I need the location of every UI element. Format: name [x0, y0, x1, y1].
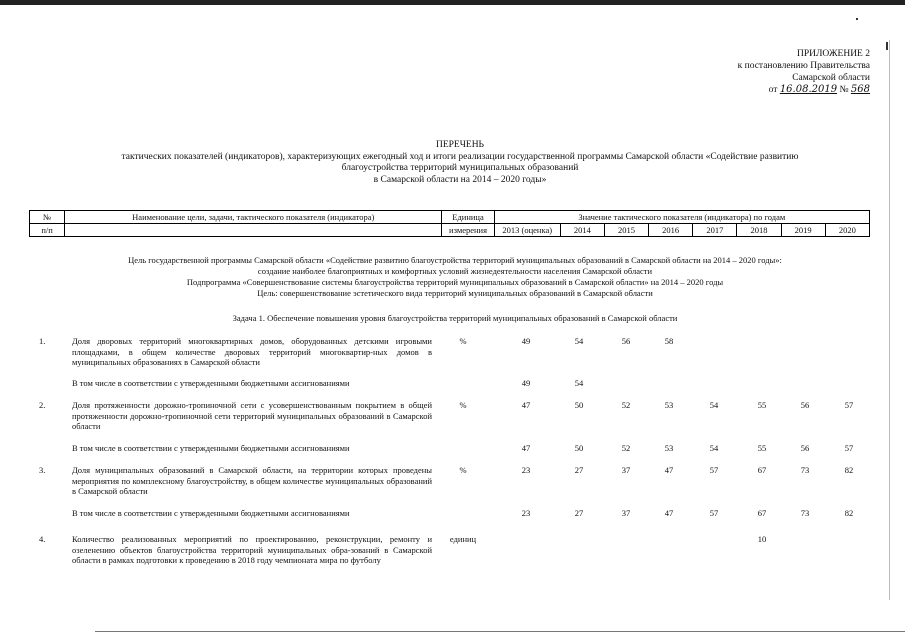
indicator-value: 73 [800, 465, 810, 475]
indicator-value: 49 [521, 336, 531, 346]
indicator-value: 49 [521, 378, 531, 388]
indicator-unit: единиц [449, 534, 477, 544]
header-num: № [30, 211, 65, 224]
header-unit-2: измерения [442, 224, 494, 237]
row-number: 2. [39, 400, 46, 410]
header-year: 2013 (оценка) [494, 224, 560, 237]
goals-block [40, 255, 870, 299]
indicator-value: 57 [709, 508, 719, 518]
indicator-value: 82 [844, 508, 854, 518]
indicator-value: 50 [574, 443, 584, 453]
indicator-value: 37 [621, 508, 631, 518]
header-num-2: п/п [30, 224, 65, 237]
header-year: 2014 [560, 224, 604, 237]
indicator-value: 56 [800, 443, 810, 453]
indicator-value: 47 [521, 443, 531, 453]
appendix-region: Самарской области [792, 73, 870, 83]
indicator-value: 27 [574, 508, 584, 518]
indicator-value: 52 [621, 400, 631, 410]
header-values-title: Значение тактического показателя (индикатора) по годам [494, 211, 869, 224]
title-heading: ПЕРЕЧЕНЬ [435, 140, 485, 150]
indicator-value: 52 [621, 443, 631, 453]
subprogram-title: Подпрограмма «Совершенствование системы благоустройства территорий муниципальных образований в Самарской области» на 2014 – 2020 годы [186, 277, 724, 287]
indicator-name: Количество реализованных мероприятий по проектированию, реконструкции, ремонту и озеленению объектов благоустройства территорий муниципальных обра-зований в Самарской области в рамках подготовки к проведению в 2018 году чемпионата мира по футболу [72, 534, 432, 565]
indicator-value: 23 [521, 508, 531, 518]
scan-bottom-line [95, 631, 905, 632]
title-line-2: благоустройства территорий муниципальных образований [341, 163, 579, 173]
header-year: 2018 [737, 224, 781, 237]
header-unit: Единица [442, 211, 494, 224]
header-year: 2017 [693, 224, 737, 237]
indicator-name: Доля дворовых территорий многоквартирных домов, оборудованных детскими игровыми площадками, в общем количестве дворовых территорий многоквартир-ных домов в муниципальных образованиях в Самарской области [72, 336, 432, 367]
indicator-value: 47 [664, 465, 674, 475]
indicator-value: 53 [664, 400, 674, 410]
indicator-value: 56 [800, 400, 810, 410]
indicator-value: 58 [664, 336, 674, 346]
indicator-value: 82 [844, 465, 854, 475]
row-number: 3. [39, 465, 46, 475]
title-line-1: тактических показателей (индикаторов), характеризующих ежегодный ход и итоги реализации государственной программы Самарской области «Содействие развитию [121, 151, 799, 162]
indicator-value: 23 [521, 465, 531, 475]
indicator-value: 73 [800, 508, 810, 518]
scan-top-border [0, 0, 905, 5]
row-number: 4. [39, 534, 46, 544]
row-number: 1. [39, 336, 46, 346]
program-goal: Цель государственной программы Самарской области «Содействие развитию благоустройства территорий муниципальных образований в Самарской области на 2014 – 2020 годы»: [128, 255, 782, 265]
handwritten-number: 568 [850, 84, 870, 95]
number-prefix: № [839, 85, 849, 95]
title-line-3: в Самарской области на 2014 – 2020 годы» [373, 174, 547, 185]
table-header [29, 210, 870, 237]
indicator-unit: % [459, 336, 467, 346]
indicator-name: Доля протяженности дорожно-тропиночной сети с усовершенствованным покрытием в общей протяженности дорожно-тропиночной сети территорий муниципальных образований в Самарской области [72, 400, 432, 431]
program-goal-text: создание наиболее благоприятных и комфортных условий жизнедеятельности населения Самарской области [257, 266, 653, 276]
indicator-name: В том числе в соответствии с утвержденными бюджетными ассигнованиями [72, 443, 350, 453]
task-title: Задача 1. Обеспечение повышения уровня благоустройства территорий муниципальных образований в Самарской области [232, 313, 678, 323]
header-name-2 [65, 224, 442, 237]
indicator-value: 54 [574, 378, 584, 388]
header-year: 2015 [604, 224, 648, 237]
appendix-resolution: к постановлению Правительства [737, 61, 870, 71]
indicator-value: 55 [757, 400, 767, 410]
indicator-value: 10 [757, 534, 767, 544]
indicator-value: 56 [621, 336, 631, 346]
indicator-unit: % [459, 400, 467, 410]
indicator-value: 54 [574, 336, 584, 346]
indicator-value: 54 [709, 400, 719, 410]
indicator-unit: % [459, 465, 467, 475]
document-title [60, 140, 860, 186]
indicator-name: В том числе в соответствии с утвержденными бюджетными ассигнованиями [72, 508, 350, 518]
indicator-value: 47 [521, 400, 531, 410]
indicator-value: 37 [621, 465, 631, 475]
indicator-value: 57 [709, 465, 719, 475]
subprogram-goal: Цель: совершенствование эстетического вида территорий муниципальных образований в Самарской области [257, 288, 653, 298]
indicator-name: Доля муниципальных образований в Самарской области, на территории которых проведены мероприятия по комплексному благоустройству, в общем количестве муниципальных образований в Самарской области [72, 465, 432, 496]
scan-speck [856, 18, 858, 20]
indicator-value: 67 [757, 465, 767, 475]
indicator-value: 57 [844, 443, 854, 453]
indicator-value: 27 [574, 465, 584, 475]
indicator-name: В том числе в соответствии с утвержденными бюджетными ассигнованиями [72, 378, 350, 388]
indicator-value: 54 [709, 443, 719, 453]
header-name: Наименование цели, задачи, тактического показателя (индикатора) [65, 211, 442, 224]
indicator-value: 53 [664, 443, 674, 453]
indicator-value: 47 [664, 508, 674, 518]
indicator-value: 57 [844, 400, 854, 410]
appendix-date-line [700, 84, 870, 96]
indicator-value: 55 [757, 443, 767, 453]
appendix-title: ПРИЛОЖЕНИЕ 2 [796, 49, 870, 59]
scan-mark [886, 42, 888, 50]
header-year: 2020 [825, 224, 869, 237]
indicator-value: 67 [757, 508, 767, 518]
date-prefix: от [768, 85, 778, 95]
header-year: 2019 [781, 224, 825, 237]
header-year: 2016 [649, 224, 693, 237]
handwritten-date: 16.08.2019 [779, 84, 838, 95]
indicator-value: 50 [574, 400, 584, 410]
scan-right-edge [889, 40, 890, 600]
appendix-block [700, 48, 870, 96]
